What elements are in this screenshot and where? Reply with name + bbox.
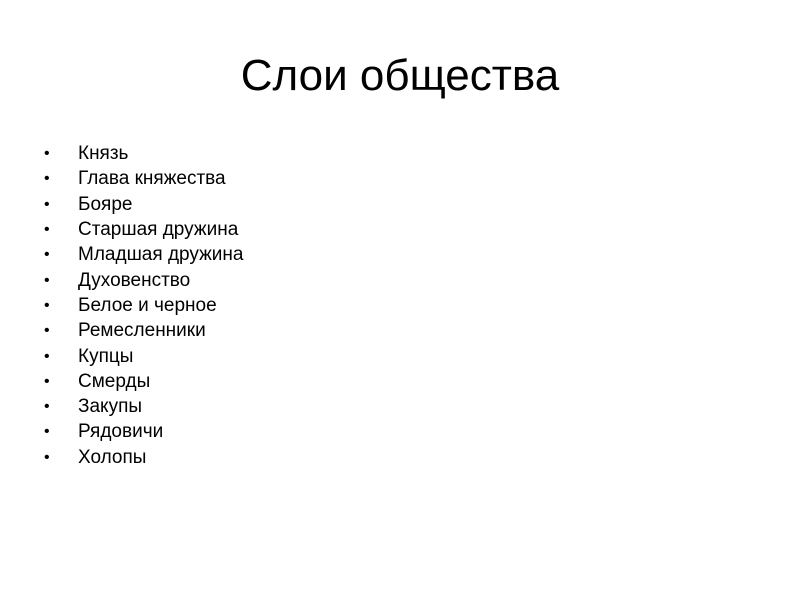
list-item — [44, 293, 243, 318]
bullet-marker: • — [44, 296, 50, 314]
list-item — [44, 445, 243, 470]
list-item-text: Глава княжества — [78, 168, 226, 190]
list-item — [44, 217, 243, 242]
list-item — [44, 318, 243, 343]
list-item-text: Ремесленники — [78, 320, 206, 342]
list-item — [44, 419, 243, 444]
list-item — [44, 369, 243, 394]
bullet-marker: • — [44, 170, 50, 188]
list-item-text: Князь — [78, 143, 129, 165]
list-item-text: Духовенство — [78, 269, 191, 291]
bullet-marker: • — [44, 322, 50, 340]
bullet-marker: • — [44, 221, 50, 239]
list-item-text: Старшая дружина — [78, 219, 239, 241]
bullet-list — [44, 141, 243, 470]
list-item-text: Рядовичи — [78, 421, 164, 443]
bullet-marker: • — [44, 347, 50, 365]
list-item-text: Белое и черное — [78, 294, 217, 316]
list-item-text: Младшая дружина — [78, 244, 244, 266]
list-item-text: Закупы — [78, 396, 143, 418]
bullet-marker: • — [44, 448, 50, 466]
list-item-text: Бояре — [78, 193, 133, 215]
bullet-marker: • — [44, 271, 50, 289]
slide-title: Слои общества — [240, 51, 560, 100]
list-item — [44, 267, 243, 292]
bullet-marker: • — [44, 195, 50, 213]
bullet-marker: • — [44, 423, 50, 441]
list-item — [44, 343, 243, 368]
bullet-marker: • — [44, 398, 50, 416]
list-item — [44, 242, 243, 267]
bullet-marker: • — [44, 145, 50, 163]
list-item-text: Холопы — [78, 446, 147, 468]
bullet-marker: • — [44, 372, 50, 390]
bullet-marker: • — [44, 246, 50, 264]
list-item — [44, 166, 243, 191]
list-item — [44, 394, 243, 419]
list-item — [44, 192, 243, 217]
list-item-text: Смерды — [78, 370, 151, 392]
list-item — [44, 141, 243, 166]
list-item-text: Купцы — [78, 345, 134, 367]
